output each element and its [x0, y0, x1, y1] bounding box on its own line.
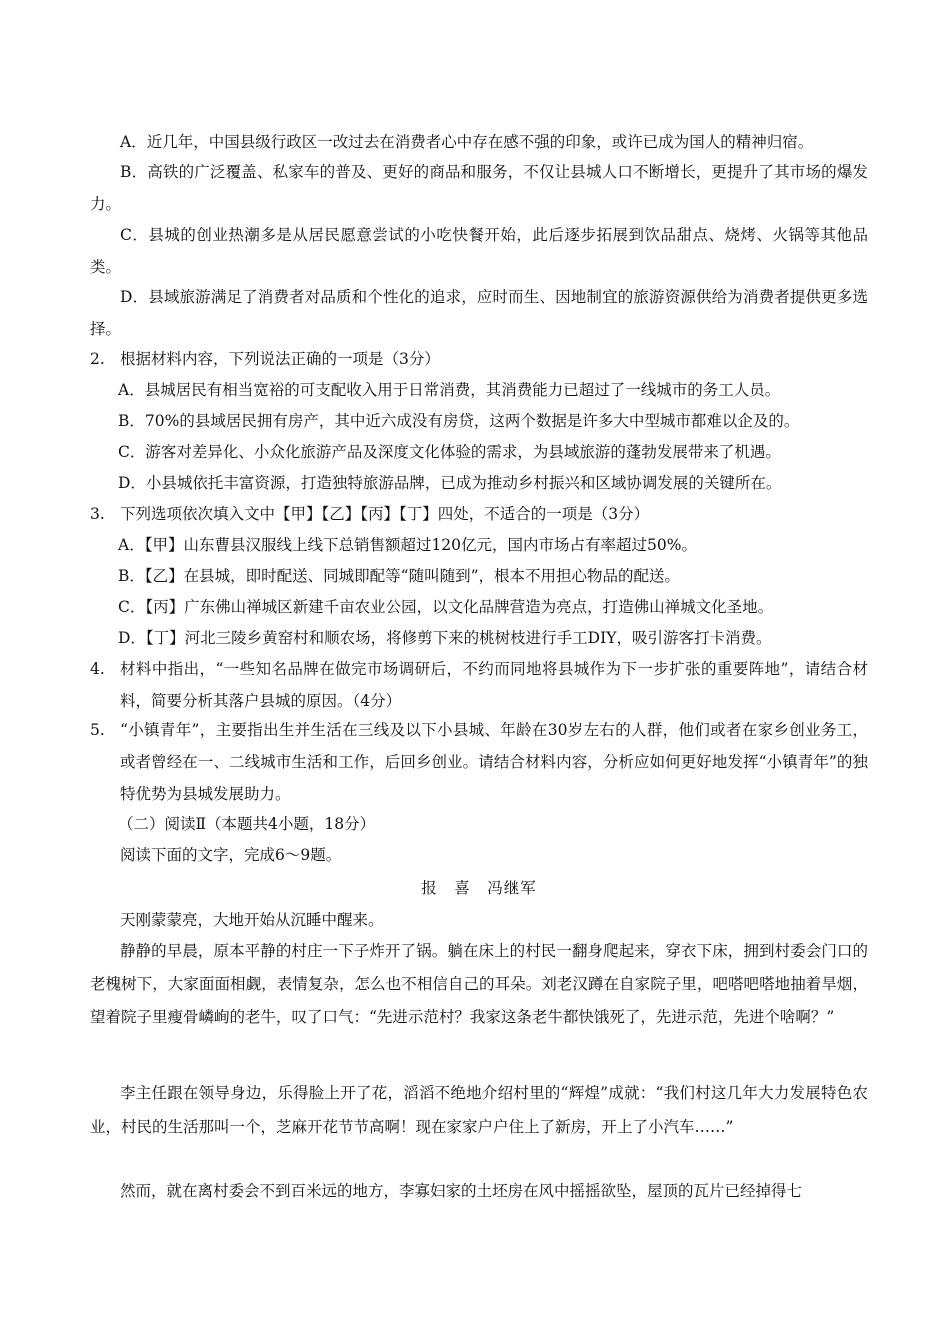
q1-option-d: D．县域旅游满足了消费者对品质和个性化的追求，应时而生、因地制宜的旅游资源供给为消费者提供更多选择。	[90, 288, 868, 338]
question-3	[90, 498, 868, 530]
story-paragraph: 李主任跟在领导身边，乐得脸上开了花，滔滔不绝地介绍村里的“辉煌”成就：“我们村这几年大力发展特色农业，村民的生活那叫一个，芝麻开花节节高啊！现在家家户户住上了新房，开上了小汽车……”	[90, 1084, 868, 1136]
q2-option-d: D．小县城依托丰富资源，打造独特旅游品牌，已成为推动乡村振兴和区域协调发展的关键所在。	[118, 474, 782, 492]
q2-option-a: A．县城居民有相当宽裕的可支配收入用于日常消费，其消费能力已超过了一线城市的务工人员。	[118, 381, 781, 399]
story-paragraph: 然而，就在离村委会不到百米远的地方，李寡妇家的土坯房在风中摇摇欲坠，屋顶的瓦片已经掉得七	[120, 1182, 803, 1200]
story-paragraph: 天刚蒙蒙亮，大地开始从沉睡中醒来。	[120, 911, 384, 929]
question-stem: 下列选项依次填入文中【甲】【乙】【丙】【丁】四处，不适合的一项是（3分）	[120, 505, 650, 523]
section-instruction: 阅读下面的文字，完成6～9题。	[120, 846, 342, 864]
section-header: （二）阅读Ⅱ（本题共4小题，18分）	[118, 815, 376, 833]
story-title: 报 喜 冯继军	[421, 879, 537, 897]
q3-option-b: B．【乙】在县城，即时配送、同城即配等“随叫随到”，根本不用担心物品的配送。	[118, 567, 680, 585]
question-number: 4.	[90, 660, 105, 678]
q2-option-c: C．游客对差异化、小众化旅游产品及深度文化体验的需求，为县域旅游的蓬勃发展带来了机遇。	[118, 443, 781, 461]
question-stem: 根据材料内容，下列说法正确的一项是（3分）	[120, 350, 440, 368]
question-stem: 材料中指出，“一些知名品牌在做完市场调研后，不约而同地将县城作为下一步扩张的重要阵地”，请结合材料，简要分析其落户县城的原因。（4分）	[120, 660, 868, 710]
question-number: 3.	[90, 505, 105, 523]
question-number: 5.	[90, 721, 105, 739]
question-stem: “小镇青年”，主要指出生并生活在三线及以下小县城、年龄在30岁左右的人群，他们或者在家乡创业务工，或者曾经在一、二线城市生活和工作，后回乡创业。请结合材料内容，分析应如何更好地发挥“小镇青年”的独特优势为县城发展助力。	[120, 721, 868, 803]
q3-option-a: A．【甲】山东曹县汉服线上线下总销售额超过120亿元，国内市场占有率超过50%。	[118, 536, 697, 554]
q3-option-d: D．【丁】河北三陵乡黄窑村和顺农场，将修剪下来的桃树枝进行手工DIY，吸引游客打卡消费。	[118, 629, 772, 647]
question-5	[90, 714, 868, 810]
q2-option-b: B．70%的县域居民拥有房产，其中近六成没有房贷，这两个数据是许多大中型城市都难以企及的。	[118, 412, 800, 430]
question-number: 2.	[90, 350, 105, 368]
q1-option-a: A．近几年，中国县级行政区一改过去在消费者心中存在感不强的印象，或许已成为国人的精神归宿。	[120, 133, 814, 151]
question-2	[90, 343, 868, 375]
story-paragraph: 静静的早晨，原本平静的村庄一下子炸开了锅。躺在床上的村民一翻身爬起来，穿衣下床，拥到村委会门口的老槐树下，大家面面相觑，表情复杂，怎么也不相信自己的耳朵。刘老汉蹲在自家院子里，吧嗒吧嗒地抽着旱烟，望着院子里瘦骨嶙峋的老牛，叹了口气：“先进示范村？我家这条老牛都快饿死了，先进示范，先进个啥啊？”	[90, 942, 868, 1026]
q1-option-c: C．县城的创业热潮多是从居民愿意尝试的小吃快餐开始，此后逐步拓展到饮品甜点、烧烤、火锅等其他品类。	[90, 226, 868, 276]
question-4	[90, 653, 868, 717]
q1-option-b: B．高铁的广泛覆盖、私家车的普及、更好的商品和服务，不仅让县城人口不断增长，更提升了其市场的爆发力。	[90, 163, 868, 213]
q3-option-c: C．【丙】广东佛山禅城区新建千亩农业公园，以文化品牌营造为亮点，打造佛山禅城文化圣地。	[118, 598, 774, 616]
